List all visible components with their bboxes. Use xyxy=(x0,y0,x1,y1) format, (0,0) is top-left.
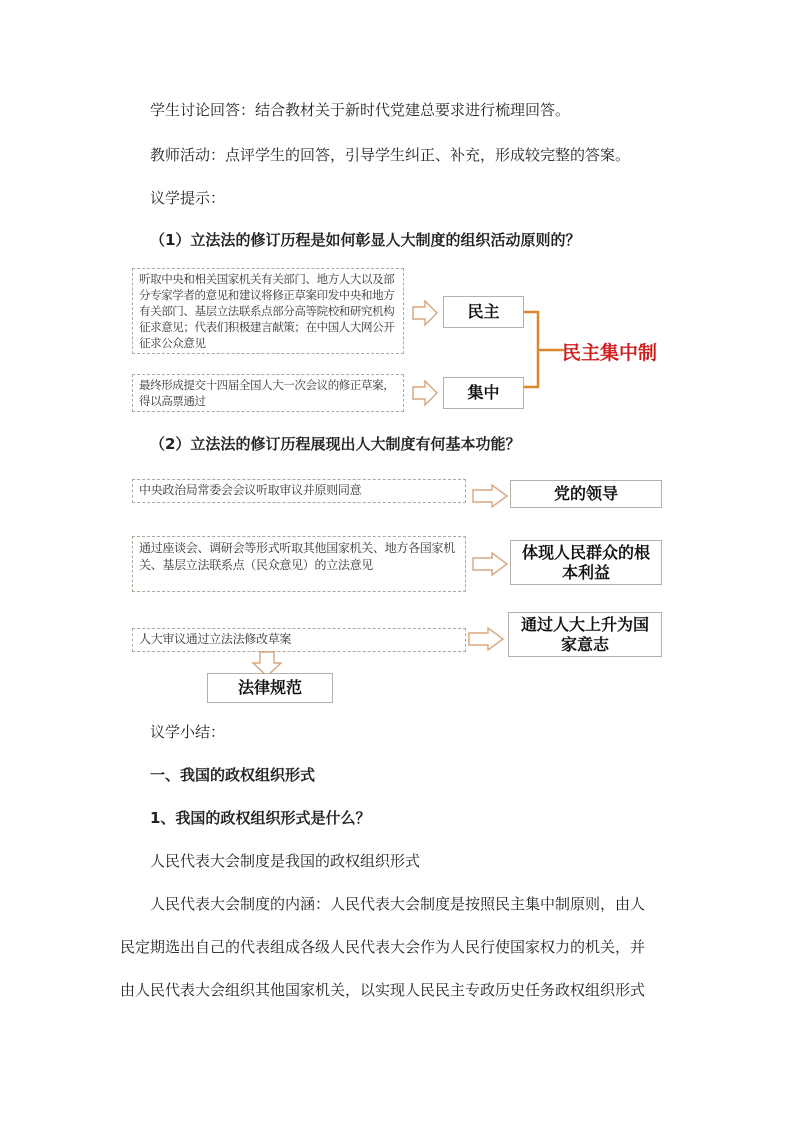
answer-2-line-1: 人民代表大会制度的内涵：人民代表大会制度是按照民主集中制原则，由人 xyxy=(150,895,646,913)
paragraph-summary: 议学小结： xyxy=(150,723,226,741)
arrow-right-icon xyxy=(472,484,508,508)
diagram1-left-top-box: 听取中央和相关国家机关有关部门、地方人大以及部分专家学者的意见和建议将修正草案印发中央和地方有关部门、基层立法联系点部分高等院校和研究机构征求意见；代表们积极建言献策；在中国人大网公开征求公众意见 xyxy=(132,268,404,354)
heading-political-form: 一、我国的政权组织形式 xyxy=(150,766,316,784)
diagram2-legal-norms-box: 法律规范 xyxy=(207,673,333,703)
diagram2-row1-left-box: 中央政治局常委会会议听取审议并原则同意 xyxy=(132,479,466,503)
paragraph-discussion-hint: 议学提示： xyxy=(150,189,226,207)
diagram2-state-will-box: 通过人大上升为国家意志 xyxy=(508,612,662,657)
paragraph-teacher-activity: 教师活动：点评学生的回答，引导学生纠正、补充，形成较完整的答案。 xyxy=(150,146,631,164)
democratic-centralism-label: 民主集中制 xyxy=(562,342,658,364)
diagram2-row3-left-box: 人大审议通过立法法修改草案 xyxy=(132,628,466,652)
paragraph-student-discussion: 学生讨论回答：结合教材关于新时代党建总要求进行梳理回答。 xyxy=(150,101,571,119)
answer-2-line-2: 民定期选出自己的代表组成各级人民代表大会作为人民行使国家权力的机关，并 xyxy=(120,938,646,956)
question-2: （2）立法法的修订历程展现出人大制度有何基本功能？ xyxy=(150,435,521,453)
arrow-right-icon xyxy=(412,300,438,326)
arrow-right-icon xyxy=(412,380,438,406)
diagram1-centralism-box: 集中 xyxy=(443,377,524,409)
diagram2-party-leadership-box: 党的领导 xyxy=(510,480,662,508)
answer-2-line-3: 由人民代表大会组织其他国家机关，以实现人民民主专政历史任务政权组织形式 xyxy=(120,981,646,999)
heading-question-1: 1、我国的政权组织形式是什么？ xyxy=(150,809,371,827)
arrow-right-icon xyxy=(468,627,504,651)
diagram2-people-interest-box: 体现人民群众的根本利益 xyxy=(510,540,662,585)
question-1: （1）立法法的修订历程是如何彰显人大制度的组织活动原则的？ xyxy=(150,231,581,249)
arrow-right-icon xyxy=(472,552,508,576)
answer-1: 人民代表大会制度是我国的政权组织形式 xyxy=(150,852,421,870)
diagram2-row2-left-box: 通过座谈会、调研会等形式听取其他国家机关、地方各国家机关、基层立法联系点（民众意见）的立法意见 xyxy=(132,536,466,592)
diagram1-democracy-box: 民主 xyxy=(443,296,524,328)
diagram1-left-bottom-box: 最终形成提交十四届全国人大一次会议的修正草案，得以高票通过 xyxy=(132,374,404,412)
